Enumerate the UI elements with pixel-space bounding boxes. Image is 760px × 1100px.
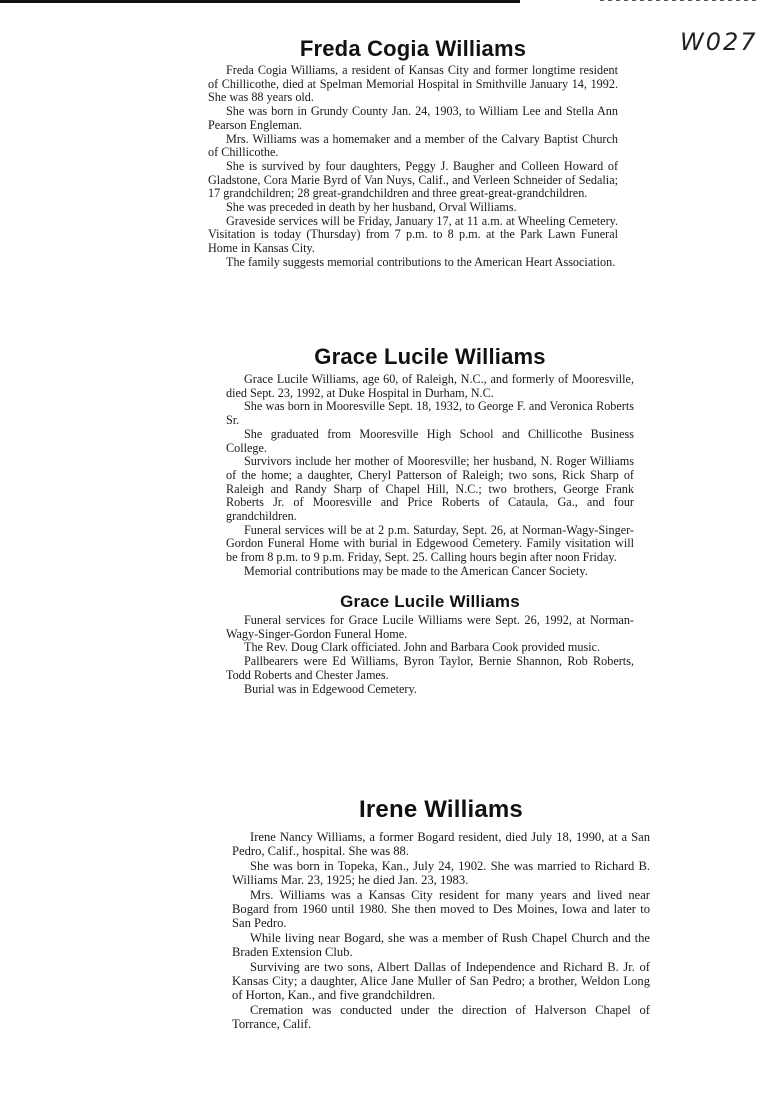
obituary-paragraph: Pallbearers were Ed Williams, Byron Taylor, Bernie Shannon, Rob Roberts, Todd Roberts and Chester James. xyxy=(226,654,634,682)
obituary-paragraph: Cremation was conducted under the direction of Halverson Chapel of Torrance, Calif. xyxy=(232,1002,650,1032)
obituary-paragraph: Graveside services will be Friday, January 17, at 11 a.m. at Wheeling Cemetery. Visitation is today (Thursday) from 7 p.m. to 8 p.m. at the Park Lawn Funeral Home in Kansas City. xyxy=(208,213,618,256)
obituary-paragraph: The Rev. Doug Clark officiated. John and Barbara Cook provided music. xyxy=(244,640,601,655)
obituary-paragraph: Survivors include her mother of Mooresville; her husband, N. Roger Williams of the home; a daughter, Cheryl Patterson of Raleigh; two sons, Rick Sharp of Raleigh and Randy Sharp of Chapel Hill, N.C.; two brothers, George Frank Roberts Jr. of Mooresville and Price Roberts of Cataula, Ga., and four grandchildren. xyxy=(226,454,634,524)
obituary-grace xyxy=(226,344,634,579)
obituary-title: Freda Cogia Williams xyxy=(299,36,527,61)
obituary-grace-followup xyxy=(226,592,634,696)
obituary-irene xyxy=(232,796,650,1032)
obituary-paragraph: She was preceded in death by her husband, Orval Williams. xyxy=(226,200,517,215)
obituary-paragraph: Funeral services will be at 2 p.m. Saturday, Sept. 26, at Norman-Wagy-Singer-Gordon Funeral Home with burial in Edgewood Cemetery. Family visitation will be from 8 p.m. to 9 p.m. Friday, Sept. 25. Calling hours begin after noon Friday. xyxy=(226,522,634,565)
obituary-paragraph: The family suggests memorial contributions to the American Heart Association. xyxy=(226,254,616,269)
obituary-paragraph: Irene Nancy Williams, a former Bogard resident, died July 18, 1990, at a San Pedro, Calif., hospital. She was 88. xyxy=(232,830,650,859)
obituary-freda xyxy=(208,36,618,270)
obituary-paragraph: Burial was in Edgewood Cemetery. xyxy=(244,681,417,696)
obituary-title: Grace Lucile Williams xyxy=(340,592,520,611)
obituary-paragraph: Mrs. Williams was a Kansas City resident for many years and lived near Bogard from 1960 until 1980. She then moved to Des Moines, Iowa and later to San Pedro. xyxy=(232,887,650,931)
top-dashed-edge xyxy=(600,0,760,1)
obituary-paragraph: She was born in Grundy County Jan. 24, 1903, to William Lee and Stella Ann Pearson Engleman. xyxy=(208,104,618,132)
obituary-paragraph: She graduated from Mooresville High School and Chillicothe Business College. xyxy=(226,426,634,455)
obituary-paragraph: Funeral services for Grace Lucile Williams were Sept. 26, 1992, at Norman-Wagy-Singer-Gordon Funeral Home. xyxy=(226,613,634,641)
obituary-paragraph: Mrs. Williams was a homemaker and a member of the Calvary Baptist Church of Chillicothe. xyxy=(208,131,618,160)
obituary-paragraph: Grace Lucile Williams, age 60, of Raleigh, N.C., and formerly of Mooresville, died Sept. 23, 1992, at Duke Hospital in Durham, N.C. xyxy=(226,372,634,400)
obituary-title: Irene Williams xyxy=(359,796,523,823)
obituary-paragraph: Surviving are two sons, Albert Dallas of Independence and Richard B. Jr. of Kansas City; a daughter, Alice Jane Muller of San Pedro; a brother, Weldon Long of Horton, Kan., and five grandchildren. xyxy=(232,959,650,1003)
obituary-title: Grace Lucile Williams xyxy=(314,344,546,369)
obituary-paragraph: Freda Cogia Williams, a resident of Kansas City and former longtime resident of Chillicothe, died at Spelman Memorial Hospital in Smithville January 14, 1992. She was 88 years old. xyxy=(208,63,618,105)
handwritten-id: W027 xyxy=(680,28,758,56)
obituary-paragraph: While living near Bogard, she was a member of Rush Chapel Church and the Braden Extension Club. xyxy=(232,930,650,960)
obituary-paragraph: She was born in Mooresville Sept. 18, 1932, to George F. and Veronica Roberts Sr. xyxy=(226,399,634,428)
obituary-paragraph: Memorial contributions may be made to the American Cancer Society. xyxy=(244,563,588,578)
obituary-paragraph: She is survived by four daughters, Peggy J. Baugher and Colleen Howard of Gladstone, Cora Marie Byrd of Van Nuys, Calif., and Verleen Schneider of Sedalia; 17 grandchildren; 28 great-grandchildren and three great-great-grandchildren. xyxy=(208,158,618,201)
obituary-paragraph: She was born in Topeka, Kan., July 24, 1902. She was married to Richard B. Williams Mar. 23, 1925; he died Jan. 23, 1983. xyxy=(232,858,650,888)
